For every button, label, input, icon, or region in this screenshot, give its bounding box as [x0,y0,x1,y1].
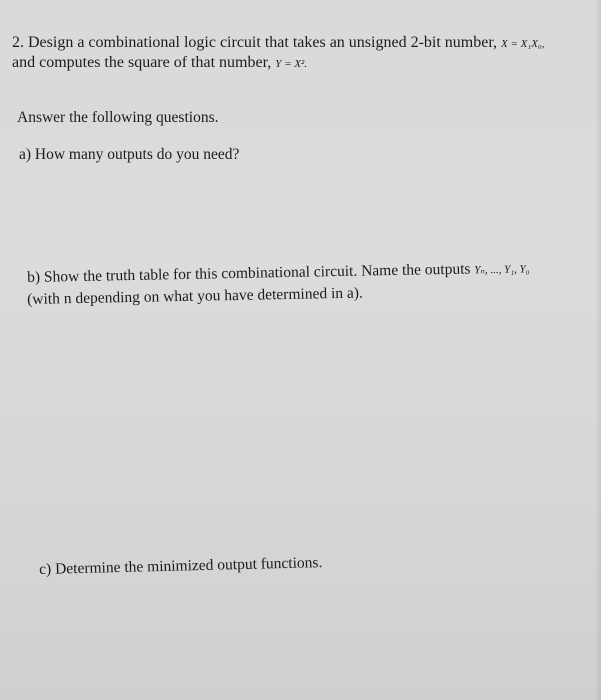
question-line-2 [12,55,307,71]
part-b-line-2: (with n depending on what you have determined in a). [26,284,363,308]
question-line-2-math: Y = X². [275,58,308,70]
part-b-line-1-math: Yₙ, ..., Y₁, Y₀ [474,263,530,277]
part-a-question: a) How many outputs do you need? [19,146,240,163]
instructions-text: Answer the following questions. [17,109,219,126]
part-c-question: c) Determine the minimized output functions. [38,554,323,578]
question-line-1-text: 2. Design a combinational logic circuit that takes an unsigned 2-bit number, [12,34,502,51]
page-edge-shadow [595,0,601,700]
question-line-2-text: and computes the square of that number, [12,54,276,71]
part-b-line-1 [27,260,530,285]
question-line-1 [12,35,545,51]
part-b-line-1-text: b) Show the truth table for this combinational circuit. Name the outputs [26,260,475,286]
question-line-1-math: X = X₁X₀, [501,38,545,50]
